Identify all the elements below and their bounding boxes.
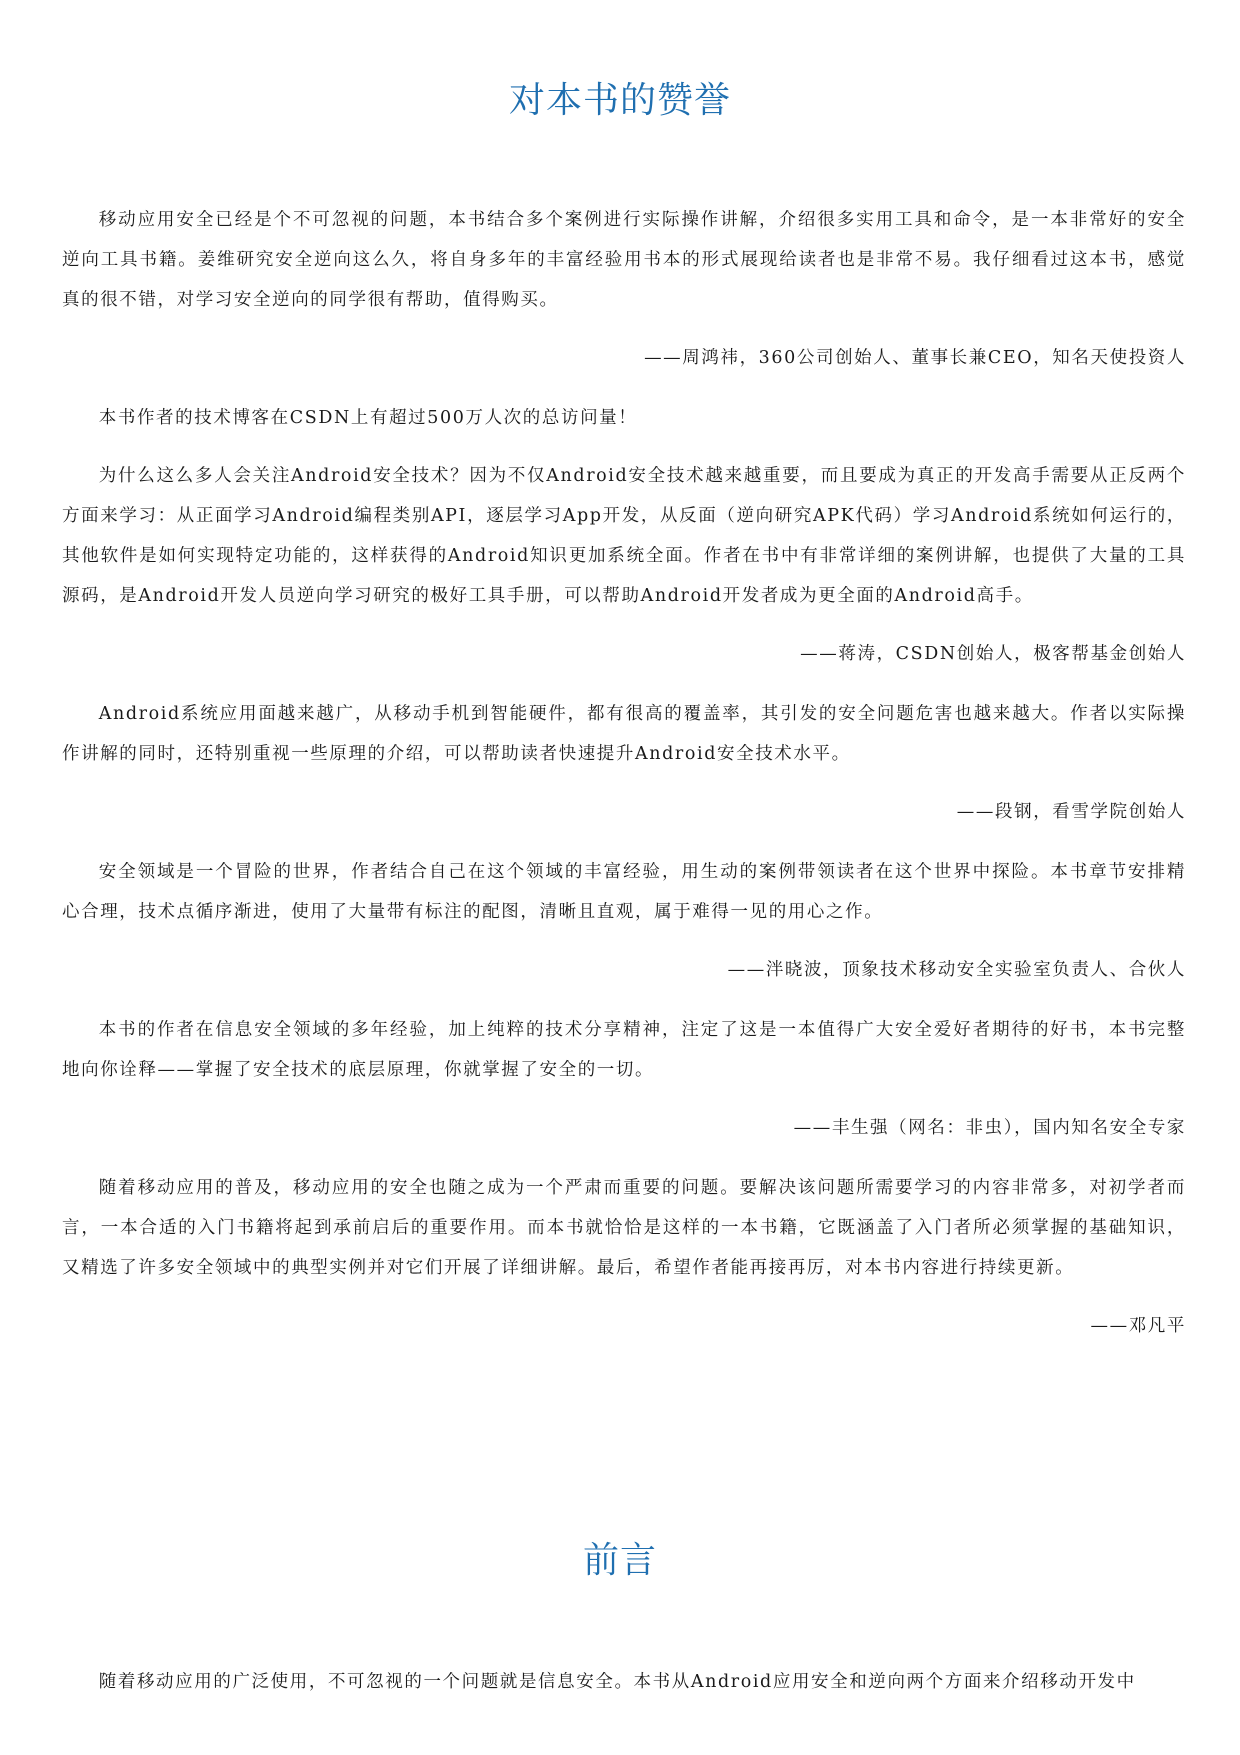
praise-paragraph: Android系统应用面越来越广，从移动手机到智能硬件，都有很高的覆盖率，其引发的安全问题危害也越来越大。作者以实际操作讲解的同时，还特别重视一些原理的介绍，可以帮助读者快速提升Android安全技术水平。 [62, 704, 1186, 764]
praise-paragraph: 移动应用安全已经是个不可忽视的问题，本书结合多个案例进行实际操作讲解，介绍很多实用工具和命令，是一本非常好的安全逆向工具书籍。姜维研究安全逆向这么久，将自身多年的丰富经验用书本的形式展现给读者也是非常不易。我仔细看过这本书，感觉真的很不错，对学习安全逆向的同学很有帮助，值得购买。 [62, 210, 1186, 310]
praise-paragraph: 本书的作者在信息安全领域的多年经验，加上纯粹的技术分享精神，注定了这是一本值得广大安全爱好者期待的好书，本书完整地向你诠释——掌握了安全技术的底层原理，你就掌握了安全的一切。 [62, 1020, 1186, 1080]
praise-section-title: 对本书的赞誉 [508, 80, 731, 121]
praise-section-body [62, 200, 1186, 1346]
praise-attribution: ——丰生强（网名：非虫），国内知名安全专家 [793, 1118, 1186, 1138]
praise-attribution: ——蒋涛，CSDN创始人，极客帮基金创始人 [800, 644, 1186, 664]
preface-section-body [62, 1662, 1186, 1702]
praise-paragraph: 本书作者的技术博客在CSDN上有超过500万人次的总访问量！ [98, 408, 638, 428]
praise-attribution: ——周鸿祎，360公司创始人、董事长兼CEO，知名天使投资人 [644, 348, 1186, 368]
praise-paragraph: 为什么这么多人会关注Android安全技术？因为不仅Android安全技术越来越重要，而且要成为真正的开发高手需要从正反两个方面来学习：从正面学习Android编程类别API，逐层学习App开发，从反面（逆向研究APK代码）学习Android系统如何运行的，其他软件是如何实现特定功能的，这样获得的Android知识更加系统全面。作者在书中有非常详细的案例讲解，也提供了大量的工具源码，是Android开发人员逆向学习研究的极好工具手册，可以帮助Android开发者成为更全面的Android高手。 [62, 466, 1186, 606]
praise-attribution: ——泮晓波，顶象技术移动安全实验室负责人、合伙人 [727, 960, 1186, 980]
praise-attribution: ——邓凡平 [1090, 1316, 1186, 1336]
praise-paragraph: 随着移动应用的普及，移动应用的安全也随之成为一个严肃而重要的问题。要解决该问题所需要学习的内容非常多，对初学者而言，一本合适的入门书籍将起到承前启后的重要作用。而本书就恰恰是这样的一本书籍，它既涵盖了入门者所必须掌握的基础知识，又精选了许多安全领域中的典型实例并对它们开展了详细讲解。最后，希望作者能再接再厉，对本书内容进行持续更新。 [62, 1178, 1186, 1278]
praise-attribution: ——段钢，看雪学院创始人 [956, 802, 1186, 822]
preface-section-title: 前言 [582, 1540, 657, 1581]
preface-paragraph: 随着移动应用的广泛使用，不可忽视的一个问题就是信息安全。本书从Android应用安全和逆向两个方面来介绍移动开发中 [98, 1672, 1136, 1692]
praise-paragraph: 安全领域是一个冒险的世界，作者结合自己在这个领域的丰富经验，用生动的案例带领读者在这个世界中探险。本书章节安排精心合理，技术点循序渐进，使用了大量带有标注的配图，清晰且直观，属于难得一见的用心之作。 [62, 862, 1186, 922]
